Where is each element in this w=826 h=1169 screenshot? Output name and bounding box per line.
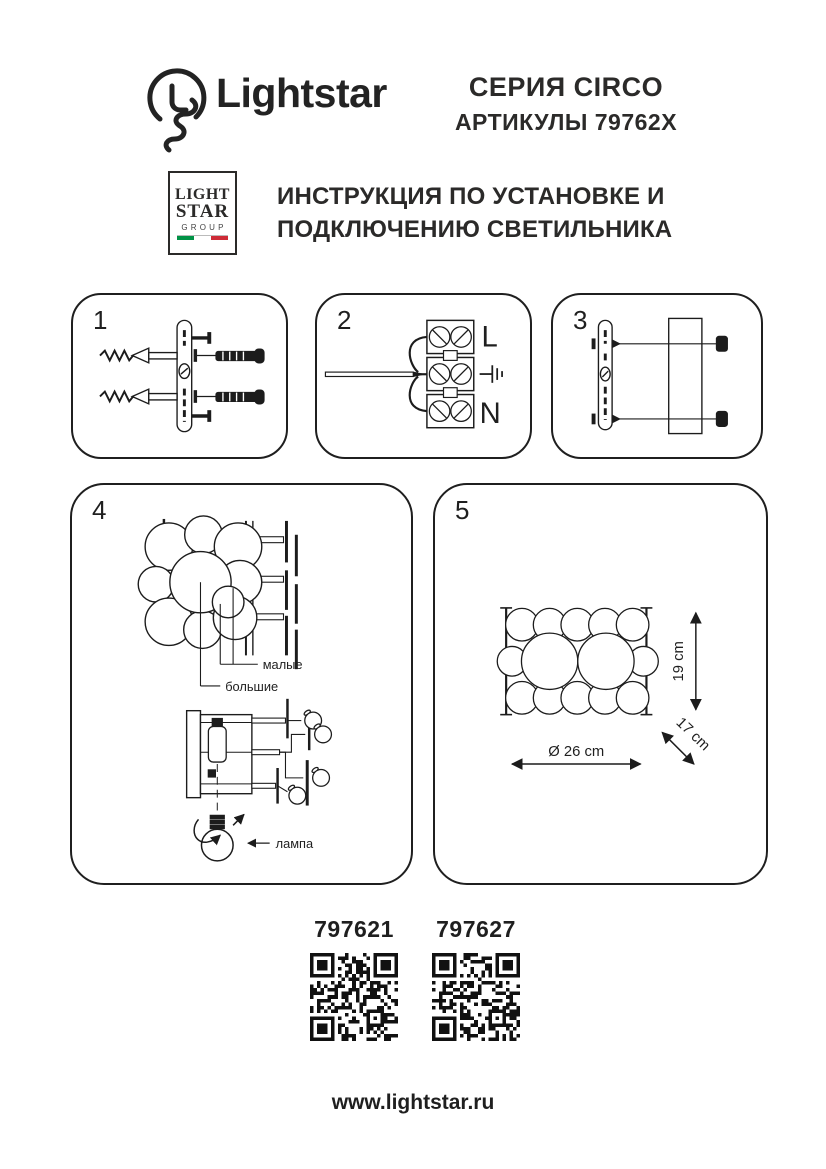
step-number: 5 (455, 495, 470, 525)
dim-depth: 17 cm (672, 714, 713, 755)
assembly-diagram (72, 485, 411, 883)
earth-ground-icon (480, 365, 502, 383)
step-number: 1 (93, 305, 108, 335)
label-small-balls: малые (262, 657, 303, 673)
step-panel-4 (70, 483, 413, 885)
website-url: www.lightstar.ru (331, 1091, 495, 1114)
step-panel-3 (551, 293, 763, 459)
series-title: СЕРИЯ CIRCO (468, 72, 664, 102)
qr-code (432, 953, 520, 1041)
brand-wordmark: Lightstar (216, 70, 387, 116)
lightstar-bulb-icon (146, 56, 216, 156)
lightstar-group-logo (168, 171, 237, 255)
series-block (428, 72, 704, 136)
step-number: 2 (337, 305, 352, 335)
product-column-1 (309, 916, 399, 1041)
terminal-label-neutral: N (479, 397, 501, 430)
group-logo-star: STAR (175, 200, 230, 222)
glass-ball-icon (287, 709, 331, 804)
step-panel-2 (315, 293, 532, 459)
label-big-balls: большие (225, 678, 279, 694)
dimensions-diagram (435, 485, 766, 883)
title-line-1: ИНСТРУКЦИЯ ПО УСТАНОВКЕ И (277, 183, 665, 210)
wiring-terminal-diagram (317, 295, 530, 457)
title-line-2: ПОДКЛЮЧЕНИЮ СВЕТИЛЬНИКА (277, 216, 673, 243)
dim-width: Ø 26 cm (548, 744, 605, 761)
bracket-screws-diagram (73, 295, 286, 457)
base-mounting-diagram (553, 295, 761, 457)
step-panel-5 (433, 483, 768, 885)
qr-code (310, 953, 398, 1041)
step-panel-1 (71, 293, 288, 459)
group-logo-group: GROUP (181, 222, 227, 232)
document-title (277, 180, 672, 246)
articles-line: АРТИКУЛЫ 79762X (454, 109, 678, 135)
product-column-2 (431, 916, 521, 1041)
product-codes (309, 916, 521, 1041)
step-number: 3 (573, 305, 588, 335)
italian-flag-stripe (177, 235, 228, 240)
group-logo-light: LIGHT (175, 185, 230, 203)
step-number: 4 (92, 495, 107, 525)
dim-height: 19 cm (671, 641, 688, 682)
product-code: 797627 (436, 916, 516, 942)
product-code: 797621 (314, 916, 394, 942)
label-lamp: лампа (275, 836, 314, 852)
terminal-label-line: L (481, 321, 498, 354)
